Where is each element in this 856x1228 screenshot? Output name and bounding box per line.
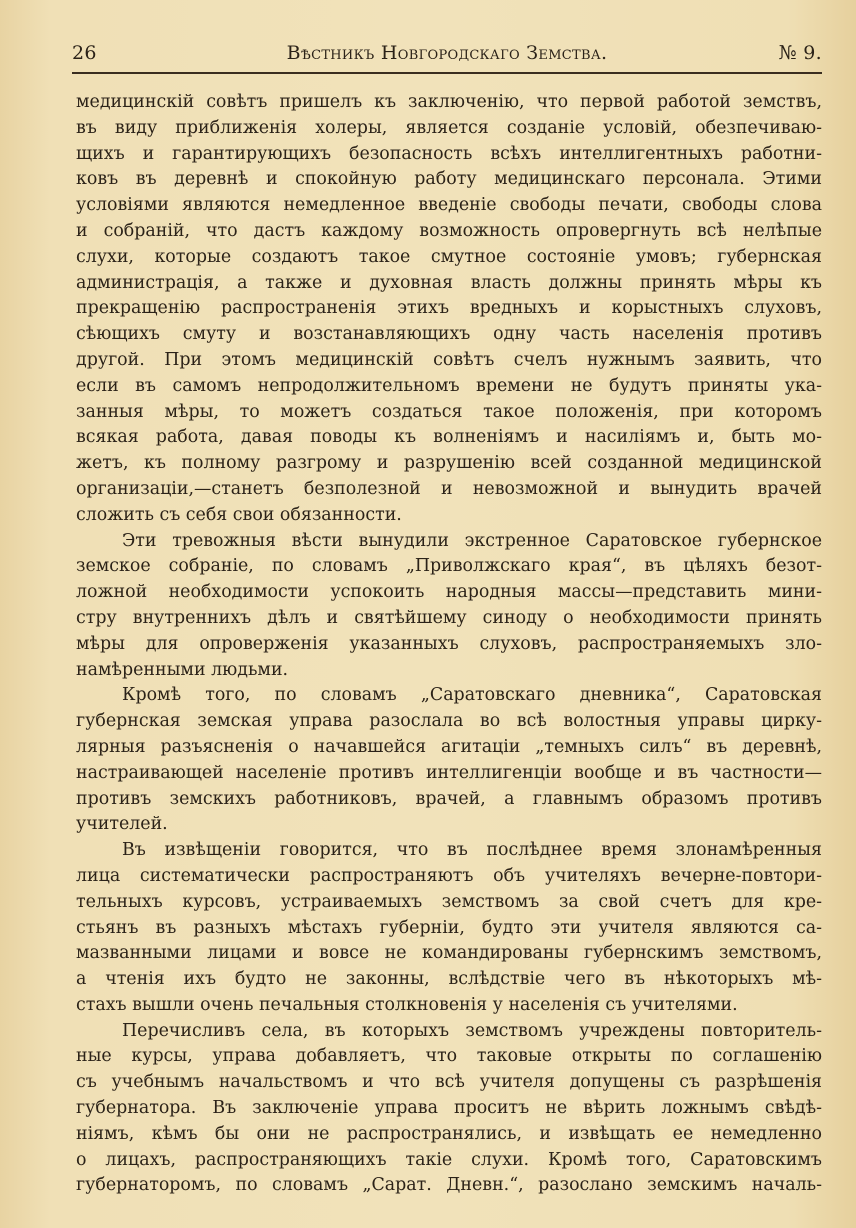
text-line: щихъ и гарантирующихъ безопасность всѣхъ интеллигентныхъ работни- — [76, 143, 822, 164]
text-line: жетъ, къ полному разгрому и разрушенію всей созданной медицинской — [76, 453, 822, 474]
text-line: ложной необходимости успокоить народныя массы—представить мини- — [76, 582, 822, 603]
text-line: администрація, а также и духовная власть должны принять мѣры къ — [76, 272, 822, 293]
text-line: стьянъ въ разныхъ мѣстахъ губерніи, будто эти учителя являются са- — [76, 917, 822, 938]
text-line: Въ извѣщеніи говорится, что въ послѣднее время злонамѣренныя — [122, 840, 822, 861]
body-text — [76, 90, 822, 1199]
text-line: ные курсы, управа добавляетъ, что таковые открыты по соглашенію — [76, 1046, 822, 1067]
text-line: стахъ вышли очень печальныя столкновенія у населенія съ учителями. — [76, 994, 738, 1015]
text-line: условіями являются немедленное введеніе свободы печати, свободы слова — [76, 195, 822, 216]
text-line: губернатора. Въ заключеніе управа проситъ не вѣрить ложнымъ свѣдѣ- — [76, 1098, 822, 1119]
text-line: учителей. — [76, 814, 168, 835]
text-line: мѣры для опроверженія указанныхъ слуховъ, распространяемыхъ зло- — [76, 633, 822, 654]
text-line: съ учебнымъ начальствомъ и что всѣ учителя допущены съ разрѣшенія — [76, 1072, 822, 1093]
text-line: стру внутреннихъ дѣлъ и святѣйшему синоду о необходимости принять — [76, 607, 822, 628]
text-line: намѣренными людьми. — [76, 659, 289, 680]
text-line: прекращенію распространенія этихъ вредныхъ и корыстныхъ слуховъ, — [76, 298, 822, 319]
text-line: ковъ въ деревнѣ и спокойную работу медицинскаго персонала. Этими — [76, 169, 822, 190]
text-line: организаціи,—станетъ безполезной и невозможной и вынудить врачей — [76, 478, 822, 499]
text-line: Кромѣ того, по словамъ „Саратовскаго дневника“, Саратовская — [122, 685, 822, 706]
page-number: 26 — [72, 42, 97, 64]
text-line: и собраній, что дастъ каждому возможность опровергнуть всѣ нелѣпые — [76, 220, 822, 241]
text-line: сѣющихъ смуту и возстанавляющихъ одну часть населенія противъ — [76, 324, 822, 345]
text-line: Эти тревожныя вѣсти вынудили экстренное Саратовское губернское — [122, 530, 822, 551]
text-line: а чтенія ихъ будто не законны, вслѣдствіе чего въ нѣкоторыхъ мѣ- — [76, 969, 822, 990]
text-line: земское собраніе, по словамъ „Приволжскаго края“, въ цѣляхъ безот- — [76, 556, 822, 577]
text-line: медицинскій совѣтъ пришелъ къ заключенію, что первой работой земствъ, — [76, 92, 822, 112]
text-line: губернаторомъ, по словамъ „Сарат. Дневн.“, разослано земскимъ началь- — [76, 1175, 822, 1196]
header-rule — [72, 72, 822, 74]
text-line: настраивающей населеніе противъ интеллигенціи вообще и въ частности— — [76, 762, 822, 783]
text-line: ніямъ, кѣмъ бы они не распространялись, и извѣщать ее немедленно — [76, 1123, 822, 1144]
text-line: слухи, которые создаютъ такое смутное состояніе умовъ; губернская — [76, 246, 822, 267]
text-line: въ виду приближенія холеры, является созданіе условій, обезпечиваю- — [76, 117, 822, 138]
text-line: лица систематически распространяютъ объ учителяхъ вечерне-повтори- — [76, 865, 822, 886]
text-line: другой. При этомъ медицинскій совѣтъ счелъ нужнымъ заявить, что — [76, 349, 822, 370]
text-line: о лицахъ, распространяющихъ такіе слухи. Кромѣ того, Саратовскимъ — [76, 1149, 822, 1170]
text-line: противъ земскихъ работниковъ, врачей, а главнымъ образомъ противъ — [76, 788, 822, 809]
text-line: если въ самомъ непродолжительномъ времени не будутъ приняты ука- — [76, 375, 822, 396]
journal-title: Вѣстникъ Новгородскаго Земства. — [286, 42, 608, 64]
text-line: лярныя разъясненія о начавшейся агитаціи „темныхъ силъ“ въ деревнѣ, — [76, 736, 822, 757]
text-line: всякая работа, давая поводы къ волненіямъ и насиліямъ и, быть мо- — [76, 427, 822, 448]
page-header — [72, 42, 822, 78]
text-line: губернская земская управа разослала во всѣ волостныя управы цирку- — [76, 711, 822, 732]
text-line: Перечисливъ села, въ которыхъ земствомъ учреждены повторитель- — [122, 1020, 822, 1041]
text-line: мазванными лицами и вовсе не командированы губернскимъ земствомъ, — [76, 943, 822, 964]
text-line: сложить съ себя свои обязанности. — [76, 504, 402, 525]
text-line: тельныхъ курсовъ, устраиваемыхъ земствомъ за свой счетъ для кре- — [76, 891, 822, 912]
issue-number: № 9. — [778, 42, 822, 64]
text-line: занныя мѣры, то можетъ создаться такое положенія, при которомъ — [76, 401, 822, 422]
